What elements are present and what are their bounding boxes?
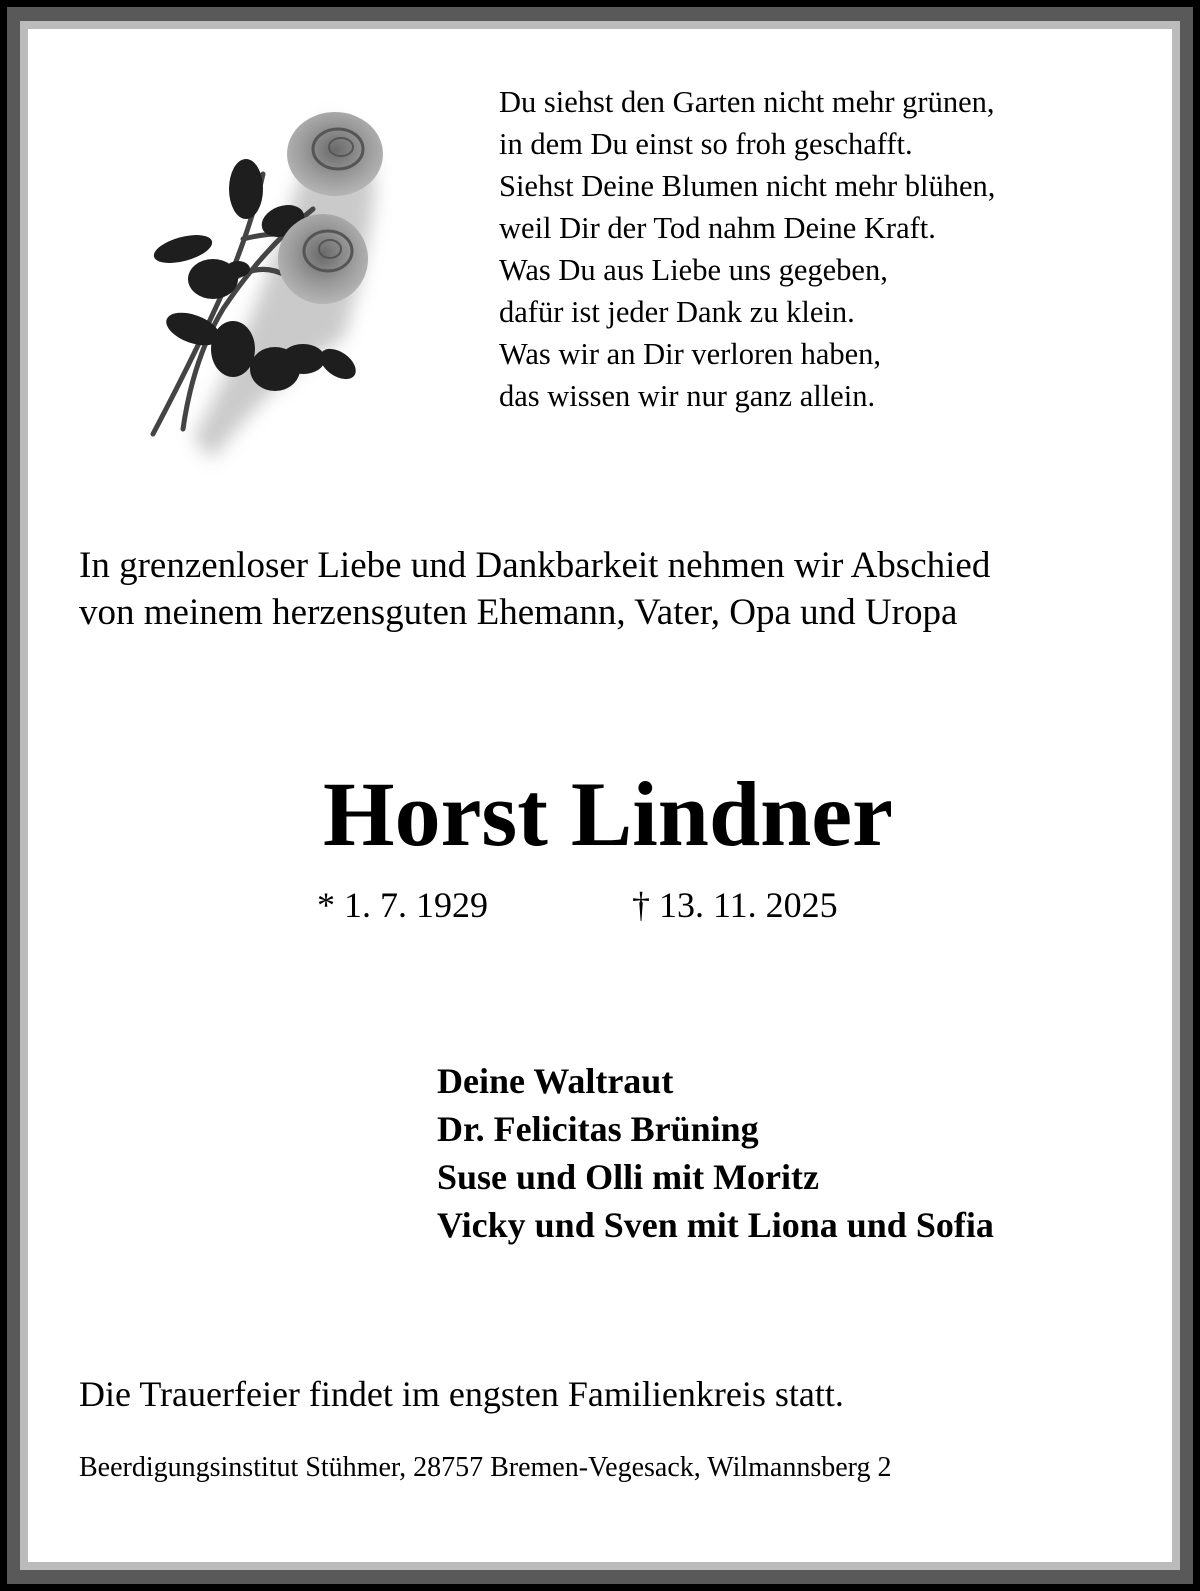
intro-text [79,542,990,636]
deceased-name-text: Horst Lindner [323,763,893,865]
signature-line: Dr. Felicitas Brüning [437,1109,759,1149]
deceased-name [28,759,1172,869]
poem-line: in dem Du einst so froh geschafft. [499,127,913,161]
death-date: † 13. 11. 2025 [632,885,838,925]
birth-date: * 1. 7. 1929 [317,885,488,925]
funeral-note: Die Trauerfeier findet im engsten Familienkreis statt. [79,1374,844,1414]
poem [499,81,995,417]
intro-line: In grenzenloser Liebe und Dankbarkeit nehmen wir Abschied [79,545,991,586]
poem-line: Du siehst den Garten nicht mehr grünen, [499,85,995,119]
poem-line: dafür ist jeder Dank zu klein. [499,295,855,329]
obituary-notice [28,29,1172,1562]
undertaker-address: Beerdigungsinstitut Stühmer, 28757 Bremen-Vegesack, Wilmannsberg 2 [79,1452,892,1483]
poem-line: Siehst Deine Blumen nicht mehr blühen, [499,169,996,203]
signature-line: Deine Waltraut [437,1061,674,1101]
signatures [437,1057,994,1249]
signature-line: Vicky und Sven mit Liona und Sofia [437,1205,994,1245]
rose-illustration [123,79,413,479]
poem-line: weil Dir der Tod nahm Deine Kraft. [499,211,936,245]
poem-line: Was Du aus Liebe uns gegeben, [499,253,888,287]
intro-line: von meinem herzensguten Ehemann, Vater, Opa und Uropa [79,592,958,633]
poem-line: das wissen wir nur ganz allein. [499,379,876,413]
poem-line: Was wir an Dir verloren haben, [499,337,882,371]
signature-line: Suse und Olli mit Moritz [437,1157,820,1197]
